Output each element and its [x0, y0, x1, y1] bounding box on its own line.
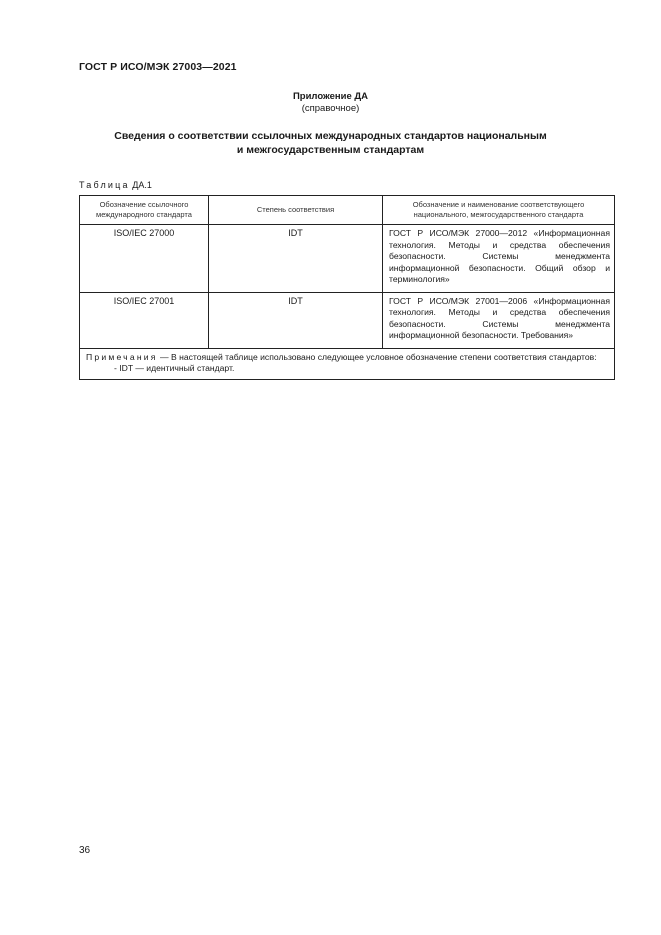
column-header-degree: Степень соответствия: [209, 196, 383, 225]
table-note-row: [80, 348, 615, 379]
table-note: [80, 348, 615, 379]
note-label: Примечания: [86, 351, 158, 362]
table-caption: [79, 180, 152, 190]
national-standard-cell: ГОСТ Р ИСО/МЭК 27001—2006 «Информационная технология. Методы и средства обеспечения безопасности. Системы менеджмента информационной безопасности. Требования»: [383, 292, 615, 348]
page-number: 36: [79, 845, 91, 856]
conformity-table: [79, 195, 615, 380]
appendix-title: Приложение ДА: [292, 91, 369, 102]
column-header-reference-standard: Обозначение ссылочного международного стандарта: [80, 196, 209, 225]
table-row: [80, 225, 615, 293]
reference-standard-cell: ISO/IEC 27001: [80, 292, 209, 348]
note-paragraph: [86, 352, 608, 364]
table-caption-label: Таблица: [79, 180, 130, 190]
section-heading: [0, 129, 661, 157]
appendix-subtitle: (справочное): [301, 103, 360, 114]
degree-cell: IDT: [209, 292, 383, 348]
heading-line-1: Сведения о соответствии ссылочных международных стандартов национальным: [114, 130, 547, 142]
degree-cell: IDT: [209, 225, 383, 293]
national-standard-cell: ГОСТ Р ИСО/МЭК 27000—2012 «Информационная технология. Методы и средства обеспечения безопасности. Системы менеджмента информационной безопасности. Общий обзор и терминология»: [383, 225, 615, 293]
note-item: - IDT — идентичный стандарт.: [114, 363, 235, 373]
reference-standard-cell: ISO/IEC 27000: [80, 225, 209, 293]
column-header-national-standard: Обозначение и наименование соответствующего национального, межгосударственного стандарта: [383, 196, 615, 225]
table-header-row: [80, 196, 615, 225]
heading-line-2: и межгосударственным стандартам: [236, 144, 425, 156]
document-header: ГОСТ Р ИСО/МЭК 27003—2021: [79, 61, 237, 73]
note-text: — В настоящей таблице использовано следующее условное обозначение степени соответствия стандартов:: [157, 351, 597, 362]
table-caption-number: ДА.1: [132, 180, 152, 190]
appendix-block: [0, 91, 661, 115]
table-row: [80, 292, 615, 348]
